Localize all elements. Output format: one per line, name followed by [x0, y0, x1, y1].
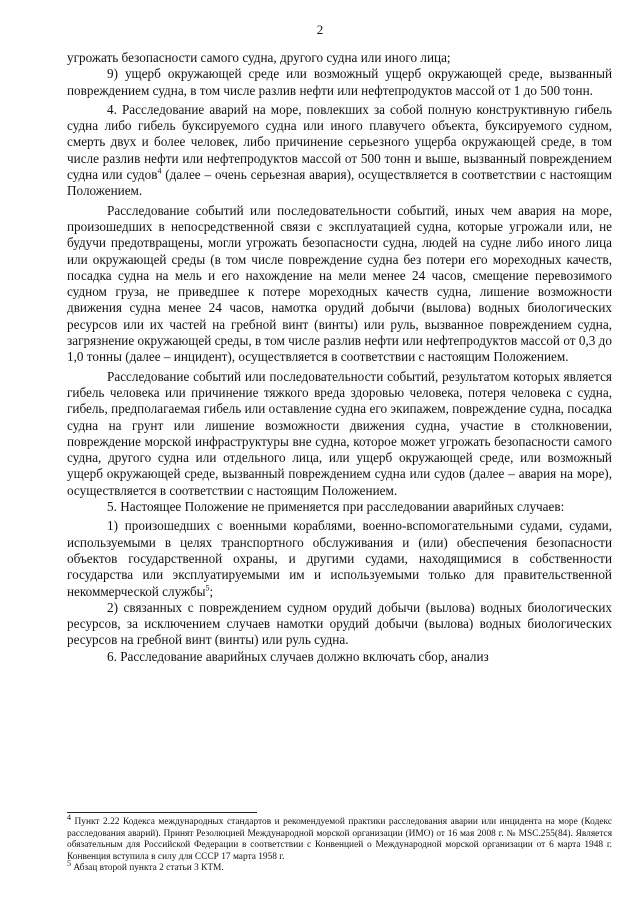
document-body — [67, 50, 612, 665]
paragraph-text: 1) произошедших с военными кораблями, военно-вспомогательными судами, судами, используемыми в целях транспортного обслуживания и (или) обеспечения безопасности объектов государственной охраны, и другими судами, находящимися в собственности государства или эксплуатируемыми им и используемыми только для правительственной некоммерческой службы — [67, 518, 612, 599]
paragraph-text: угрожать безопасности самого судна, другого судна или иного лица; — [67, 50, 451, 65]
paragraph-text: (далее – очень серьезная авария), осуществляется в соответствии с настоящим Положением. — [67, 167, 612, 199]
footnotes — [67, 812, 612, 875]
paragraph — [67, 600, 612, 649]
footnote-mark: 4 — [67, 812, 71, 822]
footnote-text: Абзац второй пункта 2 статьи 3 КТМ. — [71, 863, 224, 874]
paragraph — [67, 518, 612, 599]
footnote-ref: 4 — [157, 166, 162, 176]
paragraph — [67, 203, 612, 366]
paragraph-text: 4. Расследование аварий на море, повлекших за собой полную конструктивную гибель судна либо гибель буксируемого судна или иного плавучего объекта, буксируемого судном, смерть двух и более человек, либо причинение серьезного ущерба окружающей среде, в том числе разлив нефти или нефтепродуктов массой от 500 тонн и выше, вызванный повреждением судна или судов — [67, 101, 612, 183]
footnote-mark: 5 — [67, 859, 71, 869]
paragraph-text: 6. Расследование аварийных случаев должно включать сбор, анализ — [107, 648, 489, 664]
footnote-ref: 5 — [205, 583, 210, 593]
paragraph — [67, 649, 612, 665]
paragraph-text: 2) связанных с повреждением судном орудий добычи (вылова) водных биологических ресурсов, за исключением случаев намотки орудий добычи (вылова) водных биологических ресурсов на гребной винт (винты) или руль судна. — [67, 599, 612, 648]
paragraph-text: Расследование событий или последовательности событий, результатом которых является гибель человека или причинение тяжкого вреда здоровью человека, потеря человека с судна, гибель, предполагаемая гибель или оставление судна его экипажем, повреждение судна, посадка судна на грунт или лишение возможности движения судна, участие в столкновении, повреждение морской инфраструктуры вне судна, которое может угрожать безопасности самого судна, другого судна или отдельного лица, или ущерб окружающей среде, или возможный ущерб окружающей среде, вызванный повреждением судна или судов (далее – авария на море), осуществляется в соответствии с настоящим Положением. — [67, 368, 612, 498]
paragraph — [67, 50, 612, 66]
paragraph — [67, 102, 612, 200]
footnote-separator — [67, 812, 257, 813]
paragraph-text: ; — [209, 583, 214, 599]
paragraph-text: Расследование событий или последовательности событий, иных чем авария на море, произошедших в непосредственной связи с эксплуатацией судна, которые угрожали или, не будучи предотвращены, могли угрожать безопасности судна, людей на судне либо иного лица или окружающей среды (в том числе повреждение судна без потери его мореходных качеств, посадка судна на мель и его нахождение на мели менее 24 часов, смещение перевозимого судном груза, не приведшее к потере мореходных качеств судна, лишение возможности движения судна менее 24 часов, намотка орудий добычи (вылова) водных биологических ресурсов или их частей на гребной винт (винты) или руль, вызванное повреждением судна, загрязнение окружающей среды, в том числе разлив нефти или нефтепродуктов массой от 0,3 до 1,0 тонны (далее – инцидент), осуществляется в соответствии с настоящим Положением. — [67, 202, 612, 365]
footnote — [67, 812, 612, 863]
footnote-text: Пункт 2.22 Кодекса международных стандартов и рекомендуемой практики расследования аварии или инцидента на море (Кодекс расследования аварий). Принят Резолюцией Международной морской организации (ИМО) от 16 мая 2008 г. № MSC.255(84). Является обязательным для Российской Федерации в соответствии с Конвенцией о Международной морской организации от 6 марта 1948 г. Конвенция вступила в силу для СССР 17 марта 1958 г. — [67, 817, 612, 862]
page-number: 2 — [316, 22, 324, 37]
paragraph-text: 5. Настоящее Положение не применяется при расследовании аварийных случаев: — [107, 499, 565, 515]
paragraph-text: 9) ущерб окружающей среде или возможный ущерб окружающей среде, вызванный повреждением судна, в том числе разлив нефти или нефтепродуктов массой от 1 до 500 тонн. — [67, 66, 612, 98]
paragraph — [67, 369, 612, 499]
footnote — [67, 859, 612, 875]
paragraph — [67, 66, 612, 99]
paragraph — [67, 499, 612, 515]
